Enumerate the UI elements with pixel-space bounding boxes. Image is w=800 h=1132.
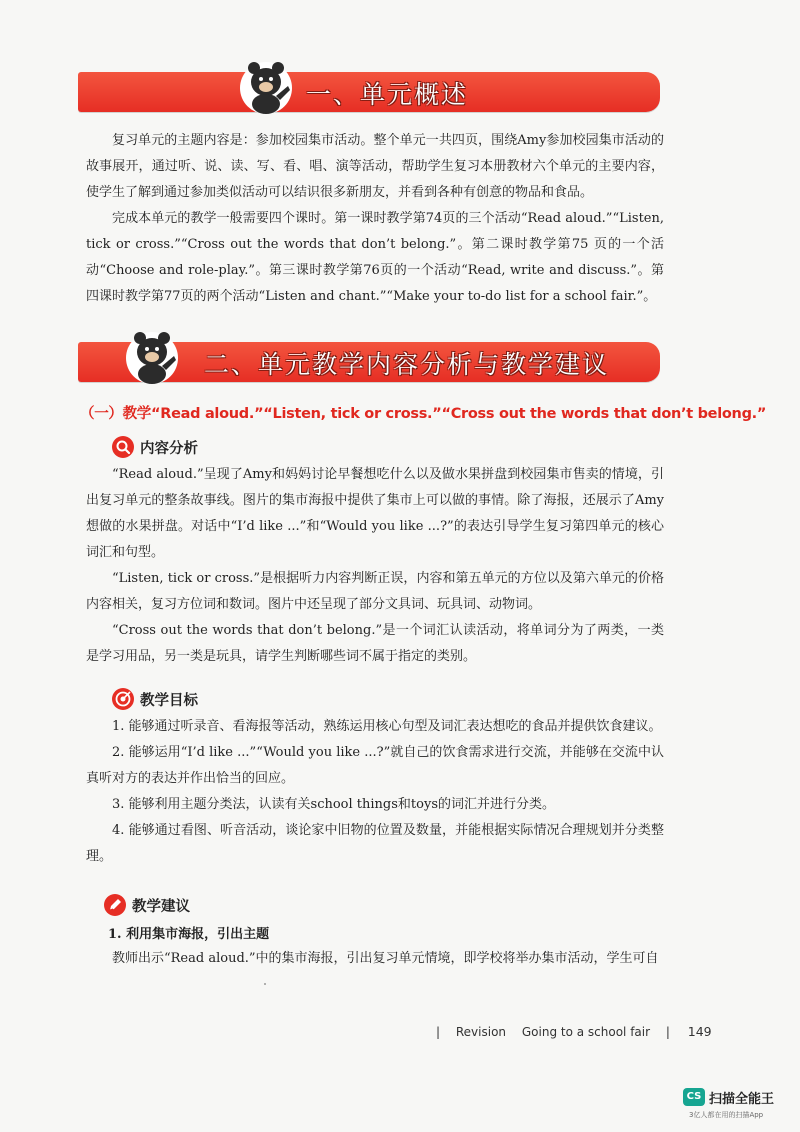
- teaching-goals-label: [112, 688, 198, 710]
- target-icon: [112, 688, 134, 710]
- section-banner-overview: [78, 72, 660, 112]
- goal-item-4: 4. 能够通过看图、听音活动，谈论家中旧物的位置及数量，并能根据实际情况合理规划并分类整理。: [86, 823, 664, 864]
- watermark-tagline: 3亿人都在用的扫描App: [689, 1111, 764, 1119]
- label-text: 内容分析: [140, 441, 198, 457]
- bear-mascot-icon: [124, 326, 180, 386]
- overview-paragraph-2: 完成本单元的教学一般需要四个课时。第一课时教学第74页的三个活动“Read aloud.”“Listen, tick or cross.”“Cross out the words that don’t belong.”。第二课时教学第75 页的一个活动“Choose and role-play.”。第三课时教学第76页的一个活动“Read, write and discuss.”。第四课时教学第77页的两个活动“Listen and chant.”“Make your to-do list for a school fair.”。: [86, 211, 664, 304]
- overview-paragraph-1: 复习单元的主题内容是：参加校园集市活动。整个单元一共四页，围绕Amy参加校园集市活动的故事展开，通过听、说、读、写、看、唱、演等活动，帮助学生复习本册教材六个单元的主要内容，使学生了解到通过参加类似活动可以结识很多新朋友，并看到各种有创意的物品和食品。: [86, 133, 664, 200]
- section-banner-analysis: [78, 342, 660, 382]
- label-text: 教学目标: [140, 693, 198, 709]
- content-analysis-label: [112, 436, 198, 458]
- section-title: 二、单元教学内容分析与教学建议: [204, 350, 610, 379]
- footer-book: Revision: [455, 1025, 507, 1039]
- analysis-paragraph-1: “Read aloud.”呈现了Amy和妈妈讨论早餐想吃什么以及做水果拼盘到校园集市售卖的情境，引出复习单元的整条故事线。图片的集市海报中提供了集市上可以做的事情。除了海报，还展示了Amy想做的水果拼盘。对话中“I’d like ...”和“Would you like ...?”的表达引导学生复习第四单元的核心词汇和句型。: [86, 467, 664, 560]
- goal-item-3: 3. 能够利用主题分类法，认读有关school things和toys的词汇并进行分类。: [112, 797, 555, 812]
- bear-mascot-icon: [238, 56, 294, 116]
- page-number: 149: [687, 1024, 712, 1039]
- label-text: 教学建议: [132, 899, 190, 915]
- scan-speck: [264, 983, 266, 985]
- magnifier-icon: [112, 436, 134, 458]
- scanner-watermark: [683, 1088, 793, 1128]
- analysis-paragraph-2: “Listen, tick or cross.”是根据听力内容判断正误，内容和第五单元的方位以及第六单元的价格内容相关，复习方位词和数词。图片中还呈现了部分文具词、玩具词、动物词。: [86, 571, 664, 612]
- page-footer: [436, 1024, 712, 1039]
- suggestion-item-text: 教师出示“Read aloud.”中的集市海报，引出复习单元情境，即学校将举办集市活动，学生可自: [112, 951, 659, 966]
- watermark-name: 扫描全能王: [709, 1092, 775, 1107]
- analysis-paragraph-3: “Cross out the words that don’t belong.”是一个词汇认读活动，将单词分为了两类，一类是学习用品，另一类是玩具，请学生判断哪些词不属于指定的类别。: [86, 623, 664, 664]
- goal-item-2: 2. 能够运用“I’d like ...”“Would you like ...?”就自己的饮食需求进行交流，并能够在交流中认真听对方的表达并作出恰当的回应。: [86, 745, 664, 786]
- section-title: 一、单元概述: [306, 80, 469, 109]
- pen-icon: [104, 894, 126, 916]
- suggestion-item-title: 1. 利用集市海报，引出主题: [108, 927, 270, 942]
- camscanner-logo-icon: CS: [683, 1088, 705, 1106]
- footer-separator: |: [436, 1025, 441, 1039]
- teaching-suggestions-label: [104, 894, 190, 916]
- subsection-heading: （一）教学“Read aloud.”“Listen, tick or cross.”“Cross out the words that don’t belong.”: [80, 406, 767, 422]
- goal-item-1: 1. 能够通过听录音、看海报等活动，熟练运用核心句型及词汇表达想吃的食品并提供饮食建议。: [112, 719, 662, 734]
- footer-unit: Going to a school fair: [521, 1025, 651, 1039]
- footer-separator: |: [665, 1025, 670, 1039]
